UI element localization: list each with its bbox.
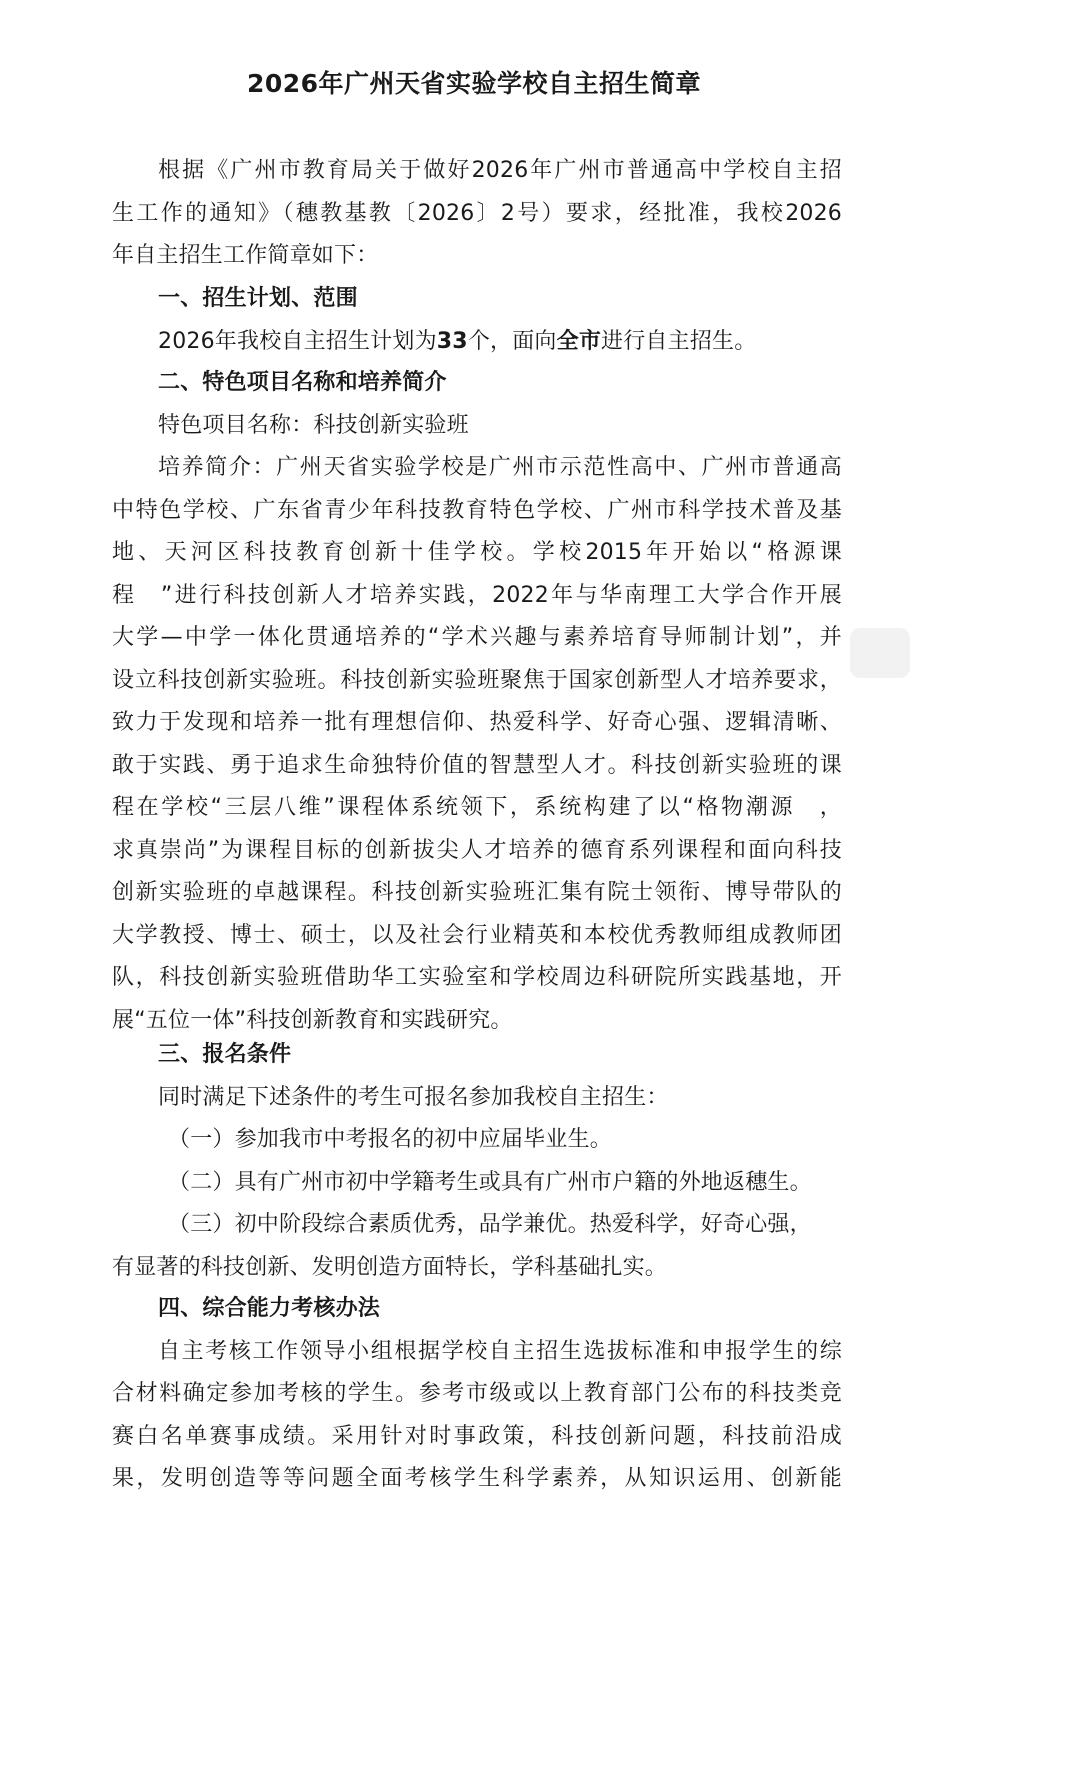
project-name: 特色项目名称：科技创新实验班 [158, 412, 469, 438]
page-title: 2026年广州天省实验学校自主招生简章 [246, 69, 702, 98]
intro-text-line: 展“五位一体”科技创新教育和实践研究。 [112, 1007, 513, 1033]
section-heading: 一、招生计划、范围 [158, 286, 358, 311]
assessment-line: 自主考核工作领导小组根据学校自主招生选拔标准和申报学生的综 [158, 1338, 842, 1364]
plan-scope: 全市 [556, 328, 602, 354]
assessment-line: 赛白名单赛事成绩。采用针对时事政策，科技创新问题，科技前沿成 [112, 1423, 842, 1449]
section-heading: 三、报名条件 [158, 1042, 292, 1067]
intro-text-line: 程在学校“三层八维”课程体系统领下，系统构建了以“格物潮源 ， [112, 795, 842, 820]
assessment-line: 合材料确定参加考核的学生。参考市级或以上教育部门公布的科技类竞 [112, 1381, 842, 1406]
intro-paragraph [112, 150, 852, 278]
intro-text-line: 队，科技创新实验班借助华工实验室和学校周边科研院所实践基地，开 [112, 965, 842, 990]
intro-text-line: 创新实验班的卓越课程。科技创新实验班汇集有院士领衔、博导带队的 [112, 880, 842, 905]
plan-text: 个，面向 [467, 328, 557, 354]
intro-text-line: 敢于实践、勇于追求生命独特价值的智慧型人才。科技创新实验班的课 [112, 752, 842, 778]
condition-item: （一）参加我市中考报名的初中应届毕业生。 [168, 1127, 613, 1152]
intro-text-line: 求真崇尚”为课程目标的创新拔尖人才培养的德育系列课程和面向科技 [112, 837, 842, 863]
intro-line: 年自主招生工作简章如下： [112, 243, 379, 268]
intro-text-line: 地、天河区科技教育创新十佳学校。学校2015年开始以“格源课 [112, 540, 842, 565]
enrollment-plan-line [112, 321, 852, 364]
condition-item: （三）初中阶段综合素质优秀，品学兼优。热爱科学，好奇心强， [168, 1212, 812, 1237]
intro-text-line: 中特色学校、广东省青少年科技教育特色学校、广州市科学技术普及基 [112, 497, 842, 523]
section-heading: 二、特色项目名称和培养简介 [158, 370, 447, 395]
intro-text-line: 大学—中学一体化贯通培养的“学术兴趣与素养培育导师制计划”，并 [112, 625, 842, 650]
assessment-line: 果，发明创造等等问题全面考核学生科学素养，从知识运用、创新能 [112, 1466, 842, 1491]
intro-line: 根据《广州市教育局关于做好2026年广州市普通高中学校自主招 [158, 158, 842, 183]
intro-text-line: 大学教授、博士、硕士，以及社会行业精英和本校优秀教师组成教师团 [112, 922, 842, 948]
plan-text: 2026年我校自主招生计划为 [158, 328, 437, 354]
section-1 [112, 278, 852, 363]
intro-text-line: 设立科技创新实验班。科技创新实验班聚焦于国家创新型人才培养要求， [112, 667, 842, 693]
intro-text-line: 致力于发现和培养一批有理想信仰、热爱科学、好奇心强、逻辑清晰、 [112, 710, 842, 735]
conditions-lead: 同时满足下述条件的考生可报名参加我校自主招生： [158, 1084, 669, 1110]
intro-text-line: 程 ”进行科技创新人才培养实践，2022年与华南理工大学合作开展 [112, 582, 842, 608]
intro-text-line: 培养简介：广州天省实验学校是广州市示范性高中、广州市普通高 [158, 455, 842, 480]
section-4 [112, 1288, 852, 1501]
condition-item: （二）具有广州市初中学籍考生或具有广州市户籍的外地返穗生。 [168, 1169, 812, 1195]
section-2 [112, 362, 852, 1042]
plan-text: 进行自主招生。 [601, 328, 757, 354]
intro-line: 生工作的通知》（穗教基教〔2026〕2号）要求，经批准，我校2026 [112, 200, 842, 226]
scan-artifact [850, 628, 910, 678]
plan-count: 33 [436, 328, 468, 354]
section-heading: 四、综合能力考核办法 [158, 1296, 381, 1321]
condition-item-continued: 有显著的科技创新、发明创造方面特长，学科基础扎实。 [112, 1254, 668, 1280]
section-3 [112, 1034, 852, 1289]
